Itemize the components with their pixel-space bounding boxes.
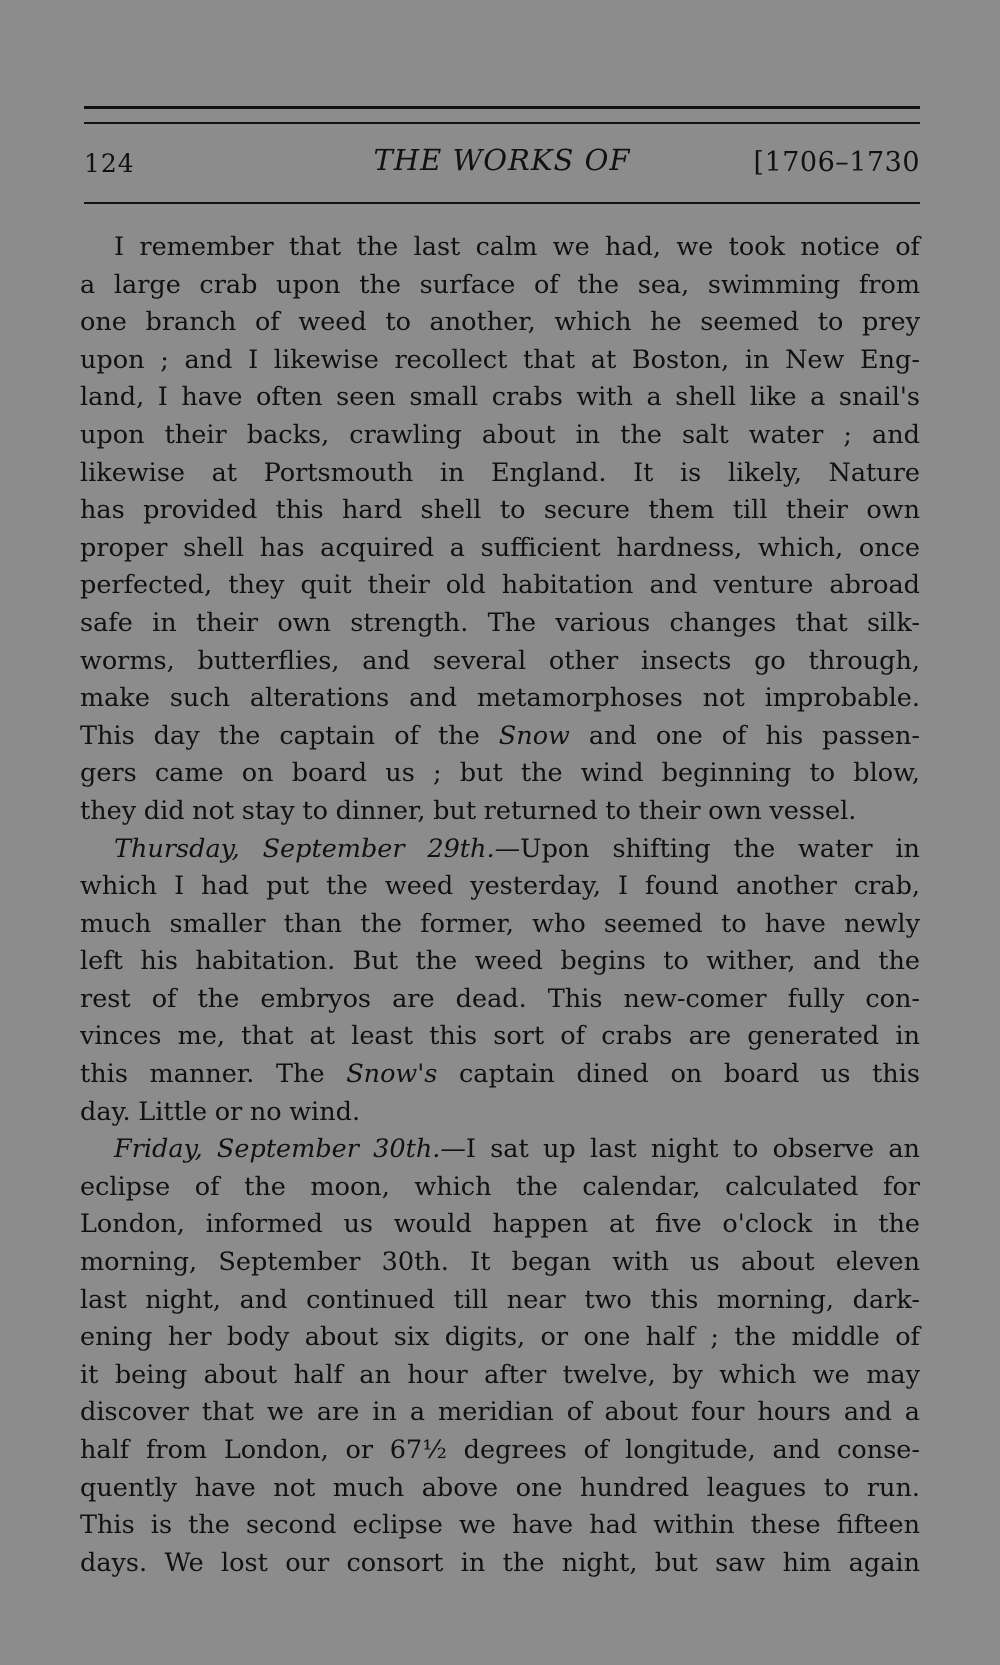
- text-line: vinces me, that at least this sort of crabs are generated in: [80, 1021, 920, 1052]
- header-rule-bottom: [84, 202, 920, 204]
- text-line: make such alterations and metamorphoses not improbable.: [80, 683, 920, 714]
- text-run: This day the captain of the: [80, 720, 499, 751]
- text-line: a large crab upon the surface of the sea, swimming from: [80, 269, 920, 300]
- text-line: they did not stay to dinner, but returned to their own vessel.: [80, 795, 857, 826]
- text-line: morning, September 30th. It began with us about eleven: [80, 1247, 920, 1278]
- text-line: day. Little or no wind.: [80, 1096, 361, 1127]
- text-line: [80, 1056, 920, 1094]
- text-line: upon their backs, crawling about in the salt water ; and: [80, 419, 920, 450]
- text-line: left his habitation. But the weed begins to wither, and the: [80, 946, 920, 977]
- header-rule-top: [84, 106, 920, 109]
- text-line: perfected, they quit their old habitation and venture abroad: [80, 570, 920, 601]
- text-line: it being about half an hour after twelve, by which we may: [80, 1359, 920, 1390]
- text-line: ening her body about six digits, or one half ; the middle of: [80, 1322, 920, 1353]
- date-heading: Thursday, September 29th.: [114, 833, 495, 864]
- header-rule-second: [84, 122, 920, 124]
- ship-name: Snow: [498, 720, 570, 751]
- running-head: [84, 143, 920, 183]
- text-line: This is the second eclipse we have had within these fifteen: [80, 1510, 920, 1541]
- text-line: gers came on board us ; but the wind beginning to blow,: [80, 758, 920, 789]
- text-line: quently have not much above one hundred leagues to run.: [80, 1472, 920, 1503]
- text-line: rest of the embryos are dead. This new-comer fully con-: [80, 983, 920, 1014]
- running-title: THE WORKS OF: [373, 143, 631, 177]
- text-run: and one of his passen-: [569, 720, 920, 751]
- page-number: 124: [84, 149, 135, 178]
- ship-name: Snow's: [346, 1059, 438, 1090]
- text-line: [80, 718, 920, 756]
- text-line: likewise at Portsmouth in England. It is likely, Nature: [80, 457, 920, 488]
- date-heading: Friday, September 30th.: [114, 1134, 441, 1165]
- text-line: proper shell has acquired a sufficient hardness, which, once: [80, 532, 920, 563]
- text-run: this manner. The: [80, 1059, 347, 1090]
- text-line: discover that we are in a meridian of about four hours and a: [80, 1397, 920, 1428]
- text-line: I remember that the last calm we had, we took notice of: [114, 232, 920, 262]
- body-text: [80, 229, 920, 1582]
- text-line: eclipse of the moon, which the calendar, calculated for: [80, 1171, 920, 1202]
- text-line: one branch of weed to another, which he seemed to prey: [80, 307, 920, 338]
- text-line: has provided this hard shell to secure them till their own: [80, 495, 920, 526]
- text-run: —Upon shifting the water in: [494, 833, 920, 864]
- text-line: upon ; and I likewise recollect that at Boston, in New Eng-: [80, 344, 920, 375]
- text-line: London, informed us would happen at five o'clock in the: [80, 1209, 920, 1240]
- text-line: which I had put the weed yesterday, I found another crab,: [80, 871, 920, 902]
- date-range: [1706–1730: [753, 147, 920, 178]
- text-line: [80, 831, 920, 869]
- text-line: much smaller than the former, who seemed to have newly: [80, 908, 920, 939]
- text-line: [80, 1131, 920, 1169]
- text-line: worms, butterflies, and several other insects go through,: [80, 645, 920, 676]
- text-line: half from London, or 67½ degrees of longitude, and conse-: [80, 1435, 920, 1465]
- text-line: last night, and continued till near two this morning, dark-: [80, 1284, 920, 1315]
- text-line: land, I have often seen small crabs with a shell like a snail's: [80, 382, 920, 413]
- text-run: —I sat up last night to observe an: [440, 1134, 920, 1165]
- text-run: captain dined on board us this: [437, 1059, 920, 1090]
- text-line: safe in their own strength. The various changes that silk-: [80, 607, 920, 638]
- text-line: days. We lost our consort in the night, but saw him again: [80, 1547, 920, 1578]
